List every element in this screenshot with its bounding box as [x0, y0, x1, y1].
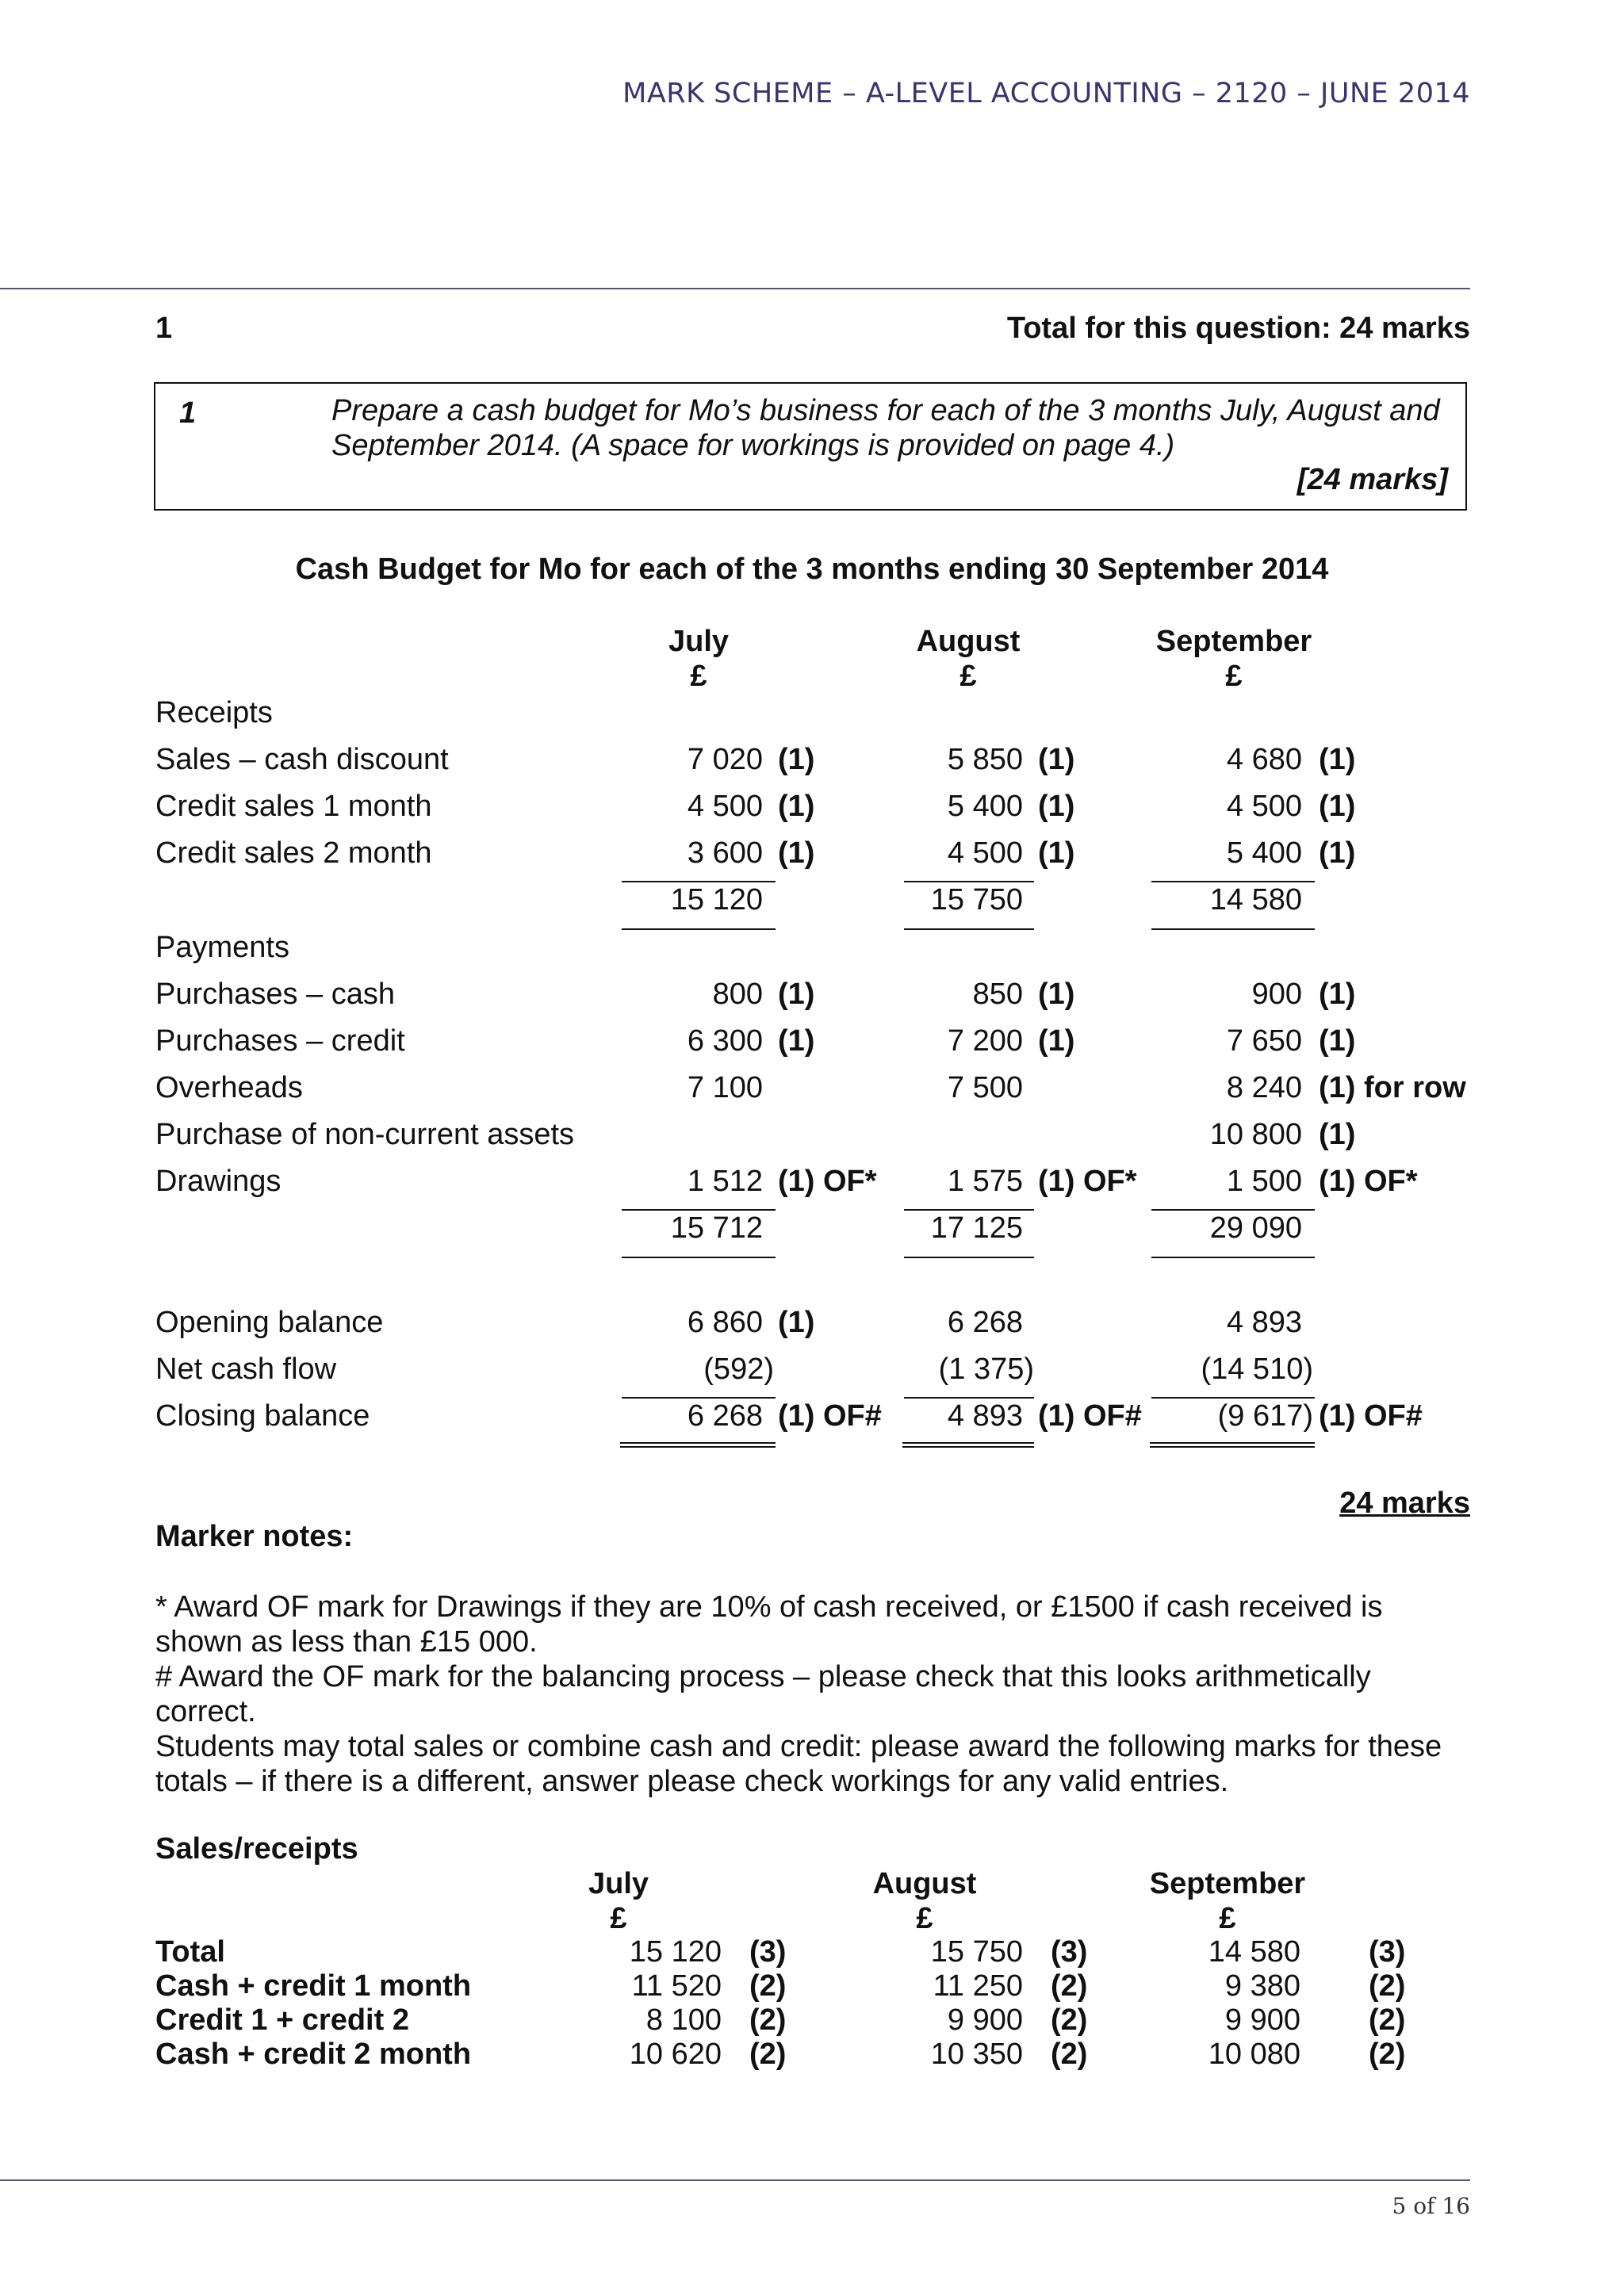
cell-mark: (1) OF* — [1038, 1165, 1137, 1198]
cell-mark: (1) — [778, 978, 815, 1011]
column-month: August — [916, 625, 1021, 658]
cell-value: 10 620 — [629, 2038, 722, 2071]
total-line — [904, 928, 1034, 930]
cell-mark: (1) — [1319, 790, 1356, 823]
subtotal-line — [1151, 881, 1315, 882]
budget-column-september — [1115, 624, 1353, 694]
question-number: 1 — [155, 312, 173, 345]
subtotal-line — [622, 1209, 776, 1211]
cell-mark: (1) OF# — [1319, 1399, 1423, 1433]
subtotal-line — [1151, 1209, 1315, 1211]
row-label: Purchase of non-current assets — [155, 1118, 575, 1151]
cell-value: 10 800 — [1209, 1118, 1302, 1151]
cell-mark: (2) — [749, 2003, 787, 2037]
row-label: Overheads — [155, 1071, 303, 1104]
cell-mark: (1) — [1319, 1024, 1356, 1058]
cell-value: 15 120 — [629, 1935, 722, 1969]
cell-mark: (1) — [1038, 836, 1075, 870]
cell-value: 7 100 — [687, 1071, 763, 1104]
subtotal-line — [622, 881, 776, 882]
row-label: Purchases – cash — [155, 978, 396, 1011]
double-underline — [1150, 1442, 1315, 1448]
payments-total: 29 090 — [1209, 1211, 1302, 1245]
cell-mark: (1) OF* — [778, 1165, 877, 1198]
cell-value: 6 268 — [947, 1306, 1023, 1339]
marker-note: * Award OF mark for Drawings if they are 10% of cash received, or £1500 if cash received is shown as less than £15 000. — [155, 1590, 1383, 1659]
question-box-marks: [24 marks] — [1297, 463, 1448, 496]
cell-value: 10 350 — [930, 2038, 1023, 2071]
row-label: Cash + credit 1 month — [155, 1969, 472, 2003]
total-line — [622, 928, 776, 930]
sales-column-september — [1124, 1866, 1331, 1936]
row-label: Closing balance — [155, 1399, 370, 1433]
row-label: Purchases – credit — [155, 1024, 405, 1058]
cell-mark: (2) — [749, 2038, 787, 2071]
column-currency: £ — [1225, 660, 1243, 693]
column-currency: £ — [690, 660, 707, 693]
cell-value: 900 — [1251, 978, 1302, 1011]
cell-value: 1 575 — [947, 1165, 1023, 1198]
cell-value: 3 600 — [687, 836, 763, 870]
subtotal-line — [904, 1397, 1034, 1399]
marker-note: Students may total sales or combine cash and credit: please award the following marks for these totals – if there is a different, answer please check workings for any valid entries. — [155, 1730, 1442, 1798]
row-label: Total — [155, 1935, 225, 1969]
cell-mark: (2) — [749, 1969, 787, 2003]
cell-mark: (2) — [1051, 2038, 1088, 2071]
subtotal-line — [904, 881, 1034, 882]
cell-value: (14 510) — [1201, 1353, 1313, 1386]
payments-total: 15 712 — [670, 1211, 763, 1245]
cell-value: (1 375) — [938, 1353, 1034, 1386]
cell-value: 4 500 — [687, 790, 763, 823]
question-box-number: 1 — [179, 396, 197, 430]
budget-total-marks: 24 marks — [1339, 1487, 1470, 1520]
cell-value: 7 200 — [947, 1024, 1023, 1058]
row-label: Credit sales 1 month — [155, 790, 432, 823]
cell-value: 1 512 — [687, 1165, 763, 1198]
row-label: Sales – cash discount — [155, 743, 449, 776]
column-month: July — [668, 625, 730, 658]
cell-mark: (1) — [1319, 978, 1356, 1011]
column-month: September — [1149, 1867, 1306, 1900]
cell-mark: (1) — [1038, 978, 1075, 1011]
cell-mark: (2) — [1051, 1969, 1088, 2003]
cell-mark: (3) — [1369, 1935, 1406, 1969]
footer-divider — [0, 2179, 1470, 2181]
cell-value: 800 — [712, 978, 763, 1011]
column-currency: £ — [610, 1902, 627, 1935]
cell-mark: (2) — [1051, 2003, 1088, 2037]
column-month: August — [872, 1867, 977, 1900]
cell-value: 850 — [972, 978, 1023, 1011]
column-month: September — [1155, 625, 1312, 658]
row-label: Opening balance — [155, 1306, 384, 1339]
cell-mark: (1) — [778, 743, 815, 776]
cell-value: 6 268 — [687, 1399, 763, 1433]
total-line — [1151, 928, 1315, 930]
cell-mark: (1) — [778, 1024, 815, 1058]
receipts-total: 15 750 — [930, 883, 1023, 916]
cell-mark: (1) — [1319, 836, 1356, 870]
cell-value: 5 400 — [1226, 836, 1302, 870]
cell-value: 15 750 — [930, 1935, 1023, 1969]
marker-note: # Award the OF mark for the balancing process – please check that this looks arithmetically correct. — [155, 1660, 1371, 1728]
cell-mark: (1) OF# — [778, 1399, 882, 1433]
row-label: Net cash flow — [155, 1353, 337, 1386]
receipts-total: 15 120 — [670, 883, 763, 916]
sales-column-august — [853, 1866, 996, 1936]
cell-value: 4 893 — [947, 1399, 1023, 1433]
cell-value: (9 617) — [1217, 1399, 1313, 1433]
total-line — [1151, 1257, 1315, 1258]
cell-value: 5 850 — [947, 743, 1023, 776]
column-currency: £ — [916, 1902, 933, 1935]
double-underline — [620, 1442, 776, 1448]
cell-mark: (1) — [778, 1306, 815, 1339]
double-underline — [902, 1442, 1034, 1448]
cell-value: 8 240 — [1226, 1071, 1302, 1104]
cell-value: 9 900 — [947, 2003, 1023, 2037]
subtotal-line — [622, 1397, 776, 1399]
cell-value: 11 520 — [631, 1969, 722, 2003]
row-label: Cash + credit 2 month — [155, 2038, 472, 2071]
column-currency: £ — [1219, 1902, 1236, 1935]
cell-mark: (2) — [1369, 2003, 1406, 2037]
receipts-total: 14 580 — [1209, 883, 1302, 916]
column-currency: £ — [959, 660, 977, 693]
question-total-marks: Total for this question: 24 marks — [1006, 312, 1470, 345]
cell-mark: (1) — [778, 790, 815, 823]
cell-value: 4 680 — [1226, 743, 1302, 776]
total-line — [622, 1257, 776, 1258]
total-line — [904, 1257, 1034, 1258]
marker-notes-heading: Marker notes: — [155, 1520, 354, 1553]
cell-mark: (3) — [1051, 1935, 1088, 1969]
cell-value: 9 900 — [1224, 2003, 1300, 2037]
cell-value: 7 650 — [1226, 1024, 1302, 1058]
cell-value: 7 500 — [947, 1071, 1023, 1104]
budget-title: Cash Budget for Mo for each of the 3 months ending 30 September 2014 — [295, 553, 1329, 586]
cell-value: 4 500 — [1226, 790, 1302, 823]
cell-mark: (1) — [1038, 1024, 1075, 1058]
row-label: Credit 1 + credit 2 — [155, 2003, 409, 2037]
question-box-text: Prepare a cash budget for Mo’s business for each of the 3 months July, August and September 2014. (A space for workings is provided on page 4.) — [331, 394, 1440, 462]
cell-value: (592) — [703, 1353, 774, 1386]
receipts-heading: Receipts — [155, 696, 273, 729]
header-divider — [0, 288, 1470, 289]
cell-value: 6 860 — [687, 1306, 763, 1339]
cell-value: 1 500 — [1226, 1165, 1302, 1198]
page-header-title: MARK SCHEME – A-LEVEL ACCOUNTING – 2120 – JUNE 2014 — [622, 78, 1470, 109]
cell-value: 4 500 — [947, 836, 1023, 870]
subtotal-line — [1151, 1397, 1315, 1399]
cell-value: 5 400 — [947, 790, 1023, 823]
question-box — [154, 382, 1467, 511]
subtotal-line — [904, 1209, 1034, 1211]
column-month: July — [588, 1867, 649, 1900]
cell-value: 14 580 — [1208, 1935, 1300, 1969]
row-label: Credit sales 2 month — [155, 836, 432, 870]
row-label: Drawings — [155, 1165, 282, 1198]
cell-value: 9 380 — [1224, 1969, 1300, 2003]
cell-mark: (3) — [749, 1935, 787, 1969]
payments-heading: Payments — [155, 931, 289, 964]
cell-mark: (1) for row — [1319, 1071, 1466, 1104]
cell-value: 8 100 — [645, 2003, 722, 2037]
page-number: 5 of 16 — [1392, 2193, 1470, 2219]
budget-column-august — [889, 624, 1048, 694]
cell-mark: (1) — [1319, 1118, 1356, 1151]
cell-mark: (1) — [778, 836, 815, 870]
cell-value: 10 080 — [1208, 2038, 1300, 2071]
cell-mark: (1) — [1038, 790, 1075, 823]
cell-mark: (2) — [1369, 1969, 1406, 2003]
cell-value: 6 300 — [687, 1024, 763, 1058]
sales-column-july — [555, 1866, 682, 1936]
cell-mark: (1) — [1319, 743, 1356, 776]
cell-mark: (2) — [1369, 2038, 1406, 2071]
cell-value: 11 250 — [933, 1969, 1023, 2003]
cell-value: 4 893 — [1226, 1306, 1302, 1339]
cell-value: 7 020 — [687, 743, 763, 776]
cell-mark: (1) — [1038, 743, 1075, 776]
cell-mark: (1) OF# — [1038, 1399, 1142, 1433]
budget-column-july — [619, 624, 778, 694]
sales-receipts-heading: Sales/receipts — [155, 1832, 358, 1866]
payments-total: 17 125 — [930, 1211, 1023, 1245]
cell-mark: (1) OF* — [1319, 1165, 1418, 1198]
